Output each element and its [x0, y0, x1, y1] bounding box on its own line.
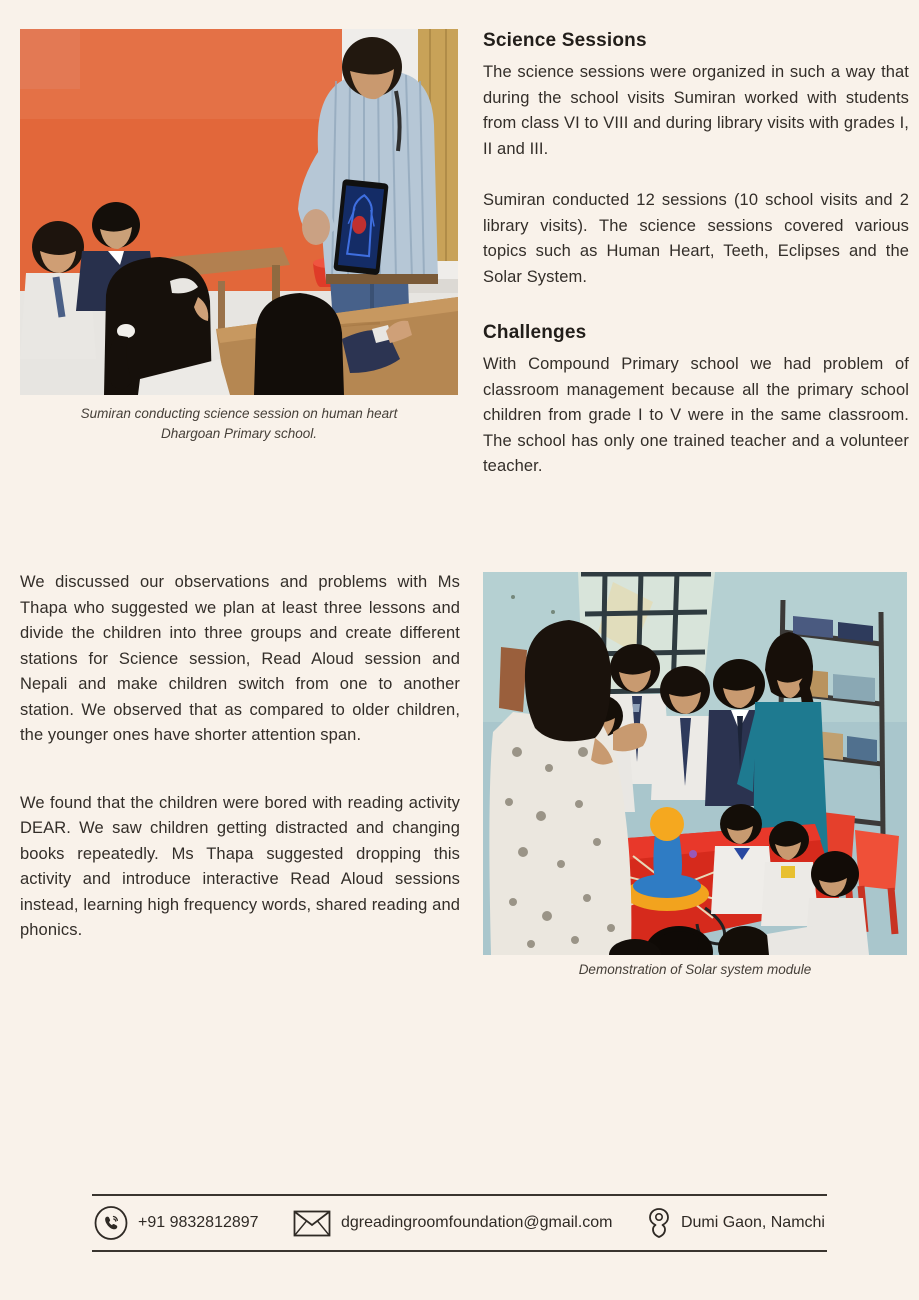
observations-paragraph-2: We found that the children were bored with reading activity DEAR. We saw children getting distracted and changing books repeatedly. Ms Thapa suggested dropping this activity and introduce interactive Read Aloud sessions instead, learning high frequency words, shared reading and phonics.: [20, 793, 460, 939]
challenges-paragraph: With Compound Primary school we had problem of classroom management because all the primary school children from grade I to V were in the same classroom. The school has only one trained teacher and a volunteer teacher.: [483, 355, 909, 475]
science-sessions-heading: Science Sessions: [483, 30, 647, 51]
footer-phone-text: +91 9832812897: [138, 1214, 259, 1231]
photo-solar-demo: [483, 572, 907, 955]
photo-heart-caption: [20, 404, 458, 444]
footer-location: [647, 1207, 825, 1239]
observations-paragraph-1: We discussed our observations and problems with Ms Thapa who suggested we plan at least three lessons and divide the children into three groups and create different stations for Science session, Read Aloud session and Nepali and make children switch from one to another station. We observed that as compared to older children, the younger ones have shorter attention span.: [20, 573, 460, 744]
science-challenges-section: [483, 30, 909, 480]
footer-contact: [92, 1194, 827, 1252]
envelope-icon: [293, 1210, 331, 1237]
footer-email-text: dgreadingroomfoundation@gmail.com: [341, 1214, 613, 1231]
photo-solar-caption: Demonstration of Solar system module: [578, 962, 812, 977]
science-paragraph-1: The science sessions were organized in such a way that during the school visits Sumiran worked with students from class VI to VIII and during library visits with grades I, II and III.: [483, 63, 909, 158]
photo-heart-caption-line2: Dhargoan Primary school.: [160, 426, 318, 441]
science-paragraph-2: Sumiran conducted 12 sessions (10 school visits and 2 library visits). The science sessions covered various topics such as Human Heart, Teeth, Eclipses and the Solar System.: [483, 191, 909, 286]
phone-circle-icon: [94, 1206, 128, 1240]
photo-heart-session: [20, 29, 458, 395]
footer-email: [293, 1210, 613, 1237]
photo-solar-demo-image: [483, 572, 907, 955]
map-pin-icon: [647, 1207, 671, 1239]
photo-heart-caption-line1: Sumiran conducting science session on human heart: [80, 406, 398, 421]
observations-section: [20, 570, 460, 944]
footer-phone: [94, 1206, 259, 1240]
challenges-heading: Challenges: [483, 322, 587, 343]
photo-heart-session-image: [20, 29, 458, 395]
footer-location-text: Dumi Gaon, Namchi: [680, 1214, 825, 1231]
